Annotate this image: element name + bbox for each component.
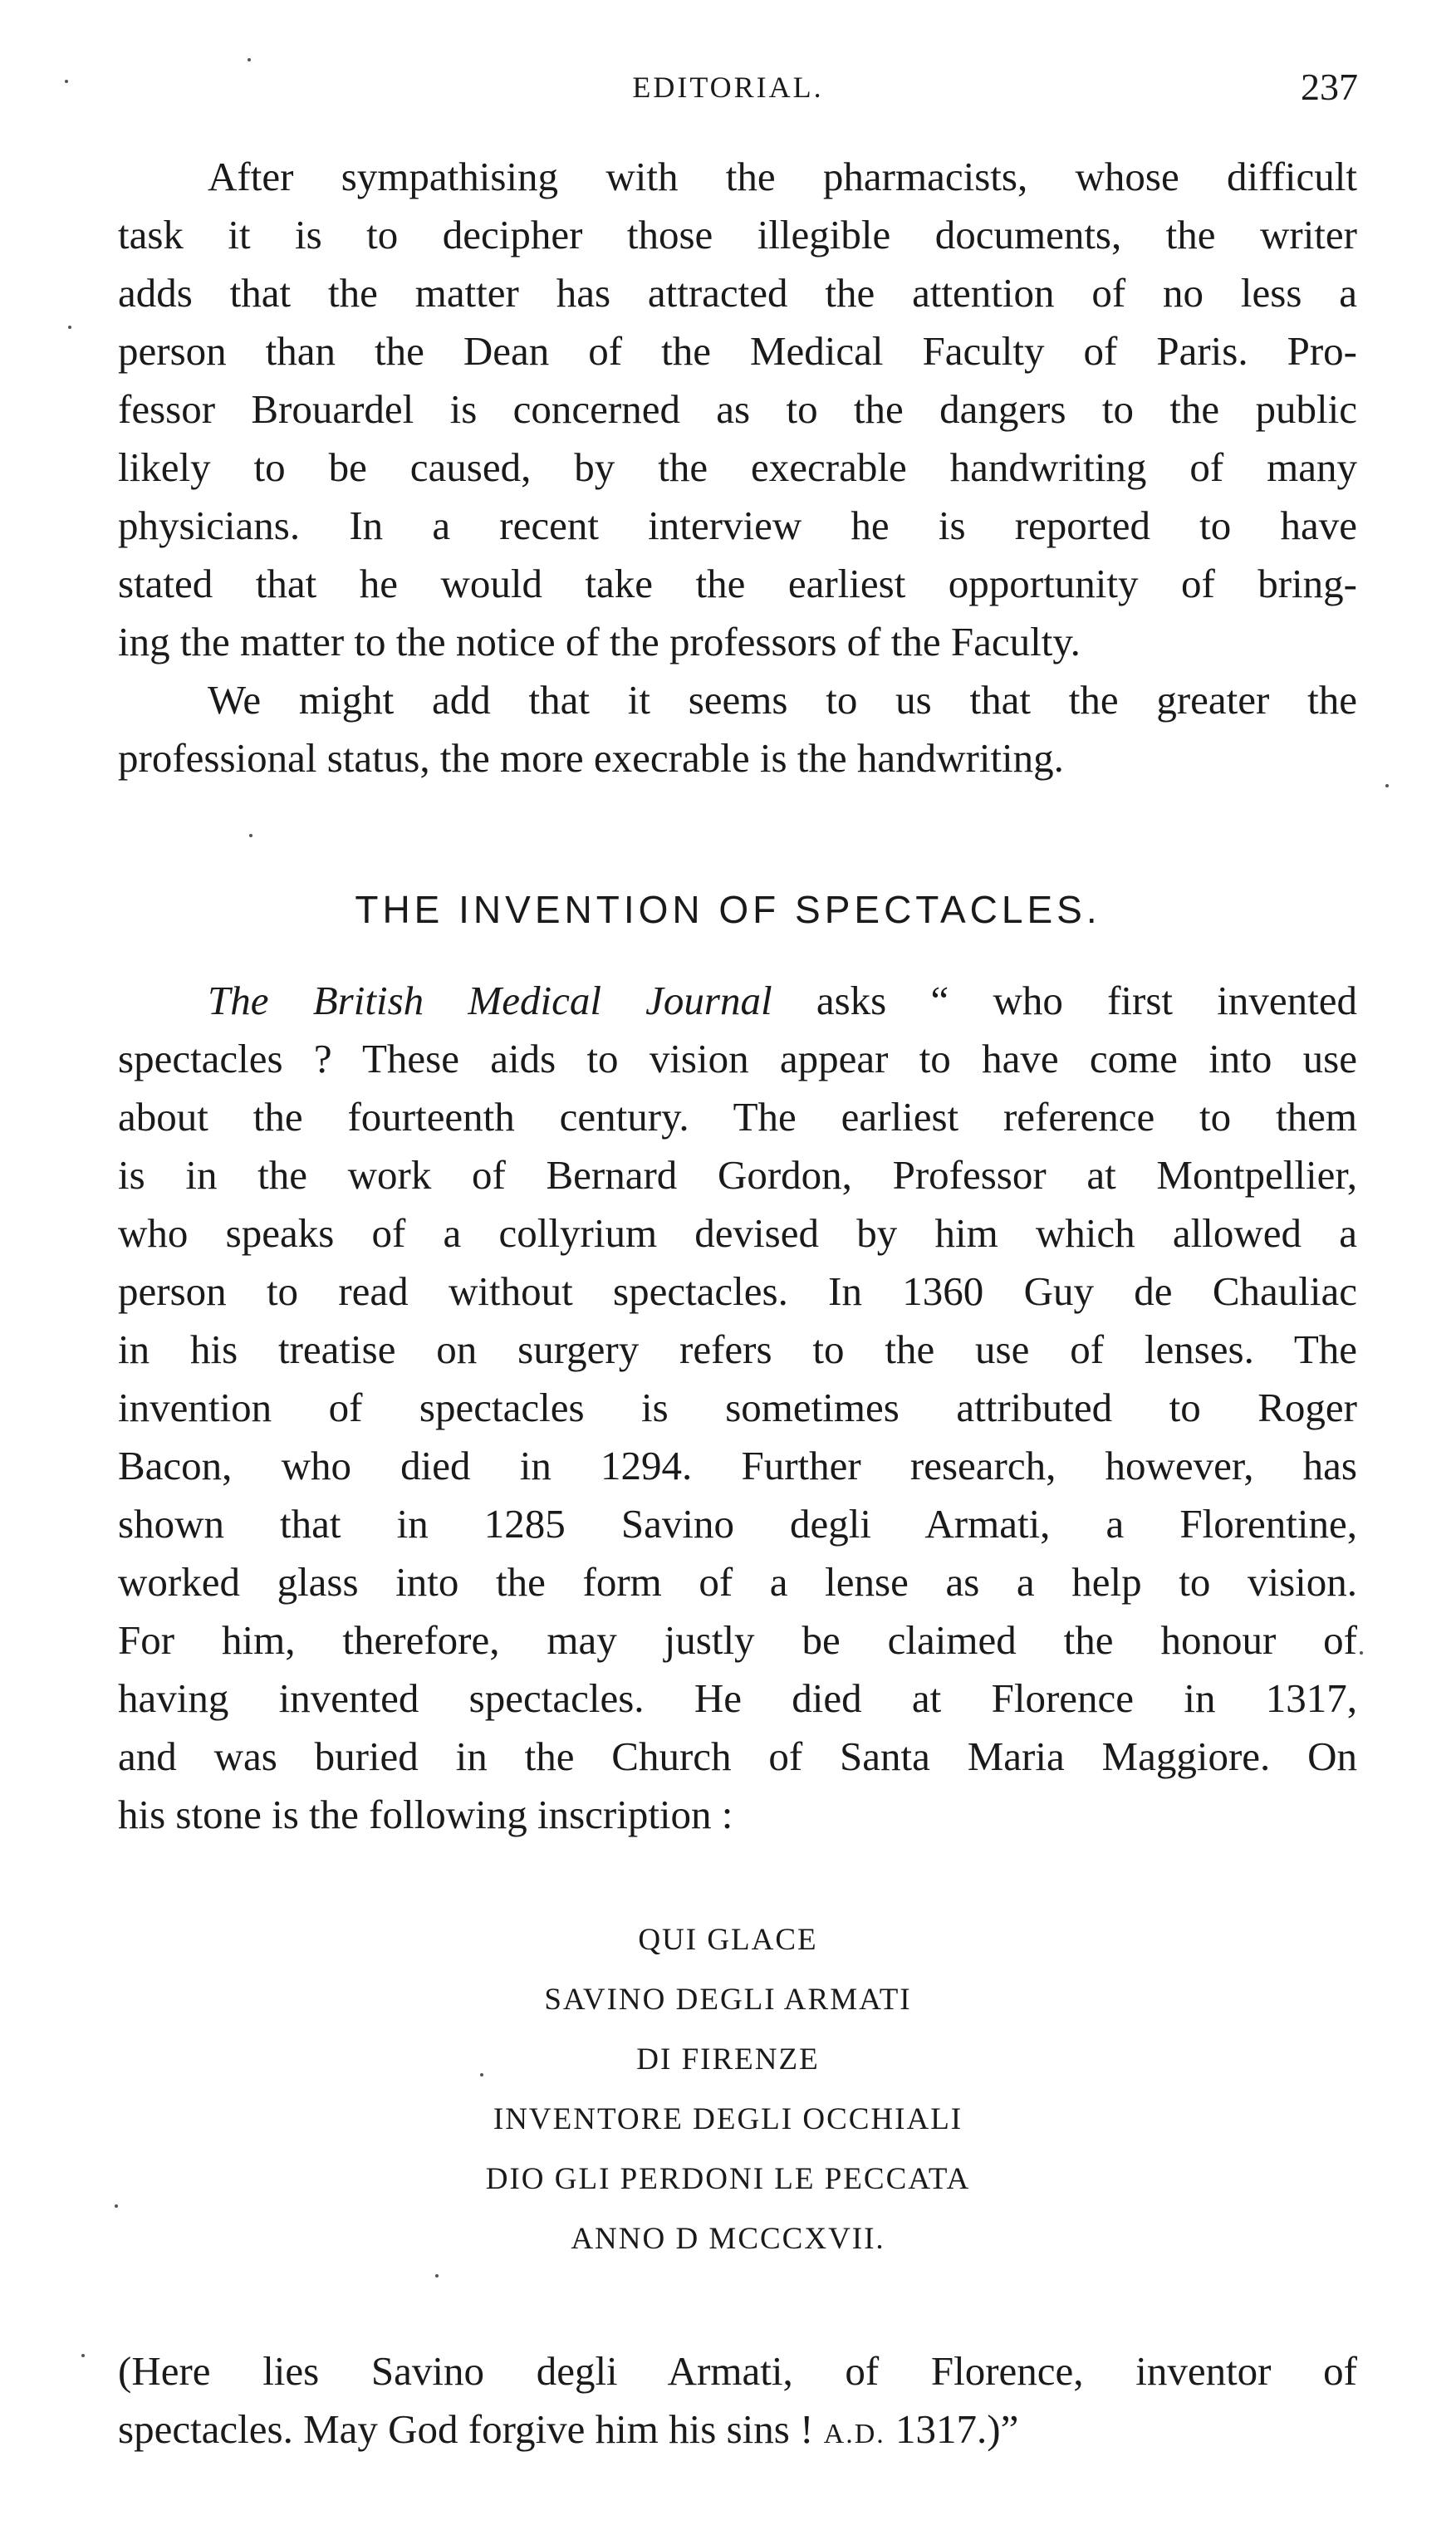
- scan-speck: [115, 2204, 118, 2208]
- scan-speck: [248, 58, 251, 61]
- inscription: [0, 1910, 1456, 2269]
- page-header: [0, 65, 1456, 115]
- paragraph-pharmacists: [118, 148, 1357, 671]
- text-line: task it is to decipher those illegible documents, the writer: [118, 212, 1357, 257]
- inscription-line: INVENTORE DEGLI OCCHIALI: [493, 2102, 963, 2136]
- text-fragment: 1317.)”: [885, 2406, 1019, 2452]
- text-line: [118, 2400, 1357, 2459]
- text-line: about the fourteenth century. The earliest reference to them: [118, 1094, 1357, 1140]
- text-line: having invented spectacles. He died at Florence in 1317,: [118, 1675, 1357, 1721]
- text-line: We might add that it seems to us that the greater the: [208, 677, 1357, 723]
- paragraph-spectacles: [118, 972, 1357, 1844]
- text-line: who speaks of a collyrium devised by him which allowed a: [118, 1210, 1357, 1256]
- scan-speck: [1360, 1651, 1363, 1655]
- text-line: invention of spectacles is sometimes attributed to Roger: [118, 1385, 1357, 1430]
- text-line: is in the work of Bernard Gordon, Professor at Montpellier,: [118, 1152, 1357, 1198]
- inscription-line: QUI GLACE: [638, 1923, 818, 1957]
- text-line: his stone is the following inscription :: [118, 1792, 733, 1837]
- page-number: 237: [1301, 66, 1358, 108]
- text-line: physicians. In a recent interview he is reported to have: [118, 503, 1357, 548]
- text-line: fessor Brouardel is concerned as to the dangers to the public: [118, 386, 1357, 432]
- text-line: person to read without spectacles. In 1360 Guy de Chauliac: [118, 1268, 1357, 1314]
- scan-speck: [81, 2354, 85, 2357]
- scan-speck: [68, 326, 71, 329]
- text-line: (Here lies Savino degli Armati, of Florence, inventor of: [118, 2348, 1357, 2394]
- inscription-line: DIO GLI PERDONI LE PECCATA: [485, 2162, 971, 2196]
- scan-speck: [480, 2073, 483, 2076]
- inscription-line: DI FIRENZE: [636, 2042, 820, 2076]
- inscription-line: SAVINO DEGLI ARMATI: [544, 1983, 912, 2017]
- text-line: After sympathising with the pharmacists, whose difficult: [208, 154, 1357, 199]
- text-line: stated that he would take the earliest opportunity of bring-: [118, 561, 1357, 606]
- text-line: worked glass into the form of a lense as a help to vision.: [118, 1559, 1357, 1605]
- text-line: likely to be caused, by the execrable handwriting of many: [118, 444, 1357, 490]
- paragraph-translation: [118, 2342, 1357, 2459]
- text-line: professional status, the more execrable is the handwriting.: [118, 735, 1064, 781]
- journal-title: The British Medical Journal: [208, 978, 772, 1023]
- text-line: adds that the matter has attracted the attention of no less a: [118, 270, 1357, 316]
- paragraph-status: [118, 671, 1357, 787]
- scan-speck: [435, 2274, 439, 2277]
- text-line: spectacles ? These aids to vision appear to have come into use: [118, 1036, 1357, 1081]
- text-line: and was buried in the Church of Santa Maria Maggiore. On: [118, 1733, 1357, 1779]
- inscription-line: ANNO D MCCCXVII.: [571, 2222, 885, 2256]
- text-line: person than the Dean of the Medical Faculty of Paris. Pro-: [118, 328, 1357, 374]
- text-line: shown that in 1285 Savino degli Armati, a Florentine,: [118, 1501, 1357, 1547]
- text-fragment: asks “ who first invented: [772, 978, 1357, 1023]
- text-line: [118, 972, 1357, 1030]
- text-line: in his treatise on surgery refers to the use of lenses. The: [118, 1326, 1357, 1372]
- scan-speck: [1385, 784, 1389, 787]
- text-line: Bacon, who died in 1294. Further research, however, has: [118, 1443, 1357, 1488]
- text-line: For him, therefore, may justly be claimed the honour of: [118, 1617, 1357, 1663]
- era-abbreviation: A.D.: [823, 2419, 885, 2449]
- scan-speck: [65, 80, 68, 83]
- section-heading: THE INVENTION OF SPECTACLES.: [355, 888, 1101, 931]
- text-fragment: spectacles. May God forgive him his sins !: [118, 2406, 824, 2452]
- text-line: ing the matter to the notice of the professors of the Faculty.: [118, 619, 1081, 664]
- scan-speck: [249, 834, 252, 837]
- running-head: EDITORIAL.: [632, 71, 824, 104]
